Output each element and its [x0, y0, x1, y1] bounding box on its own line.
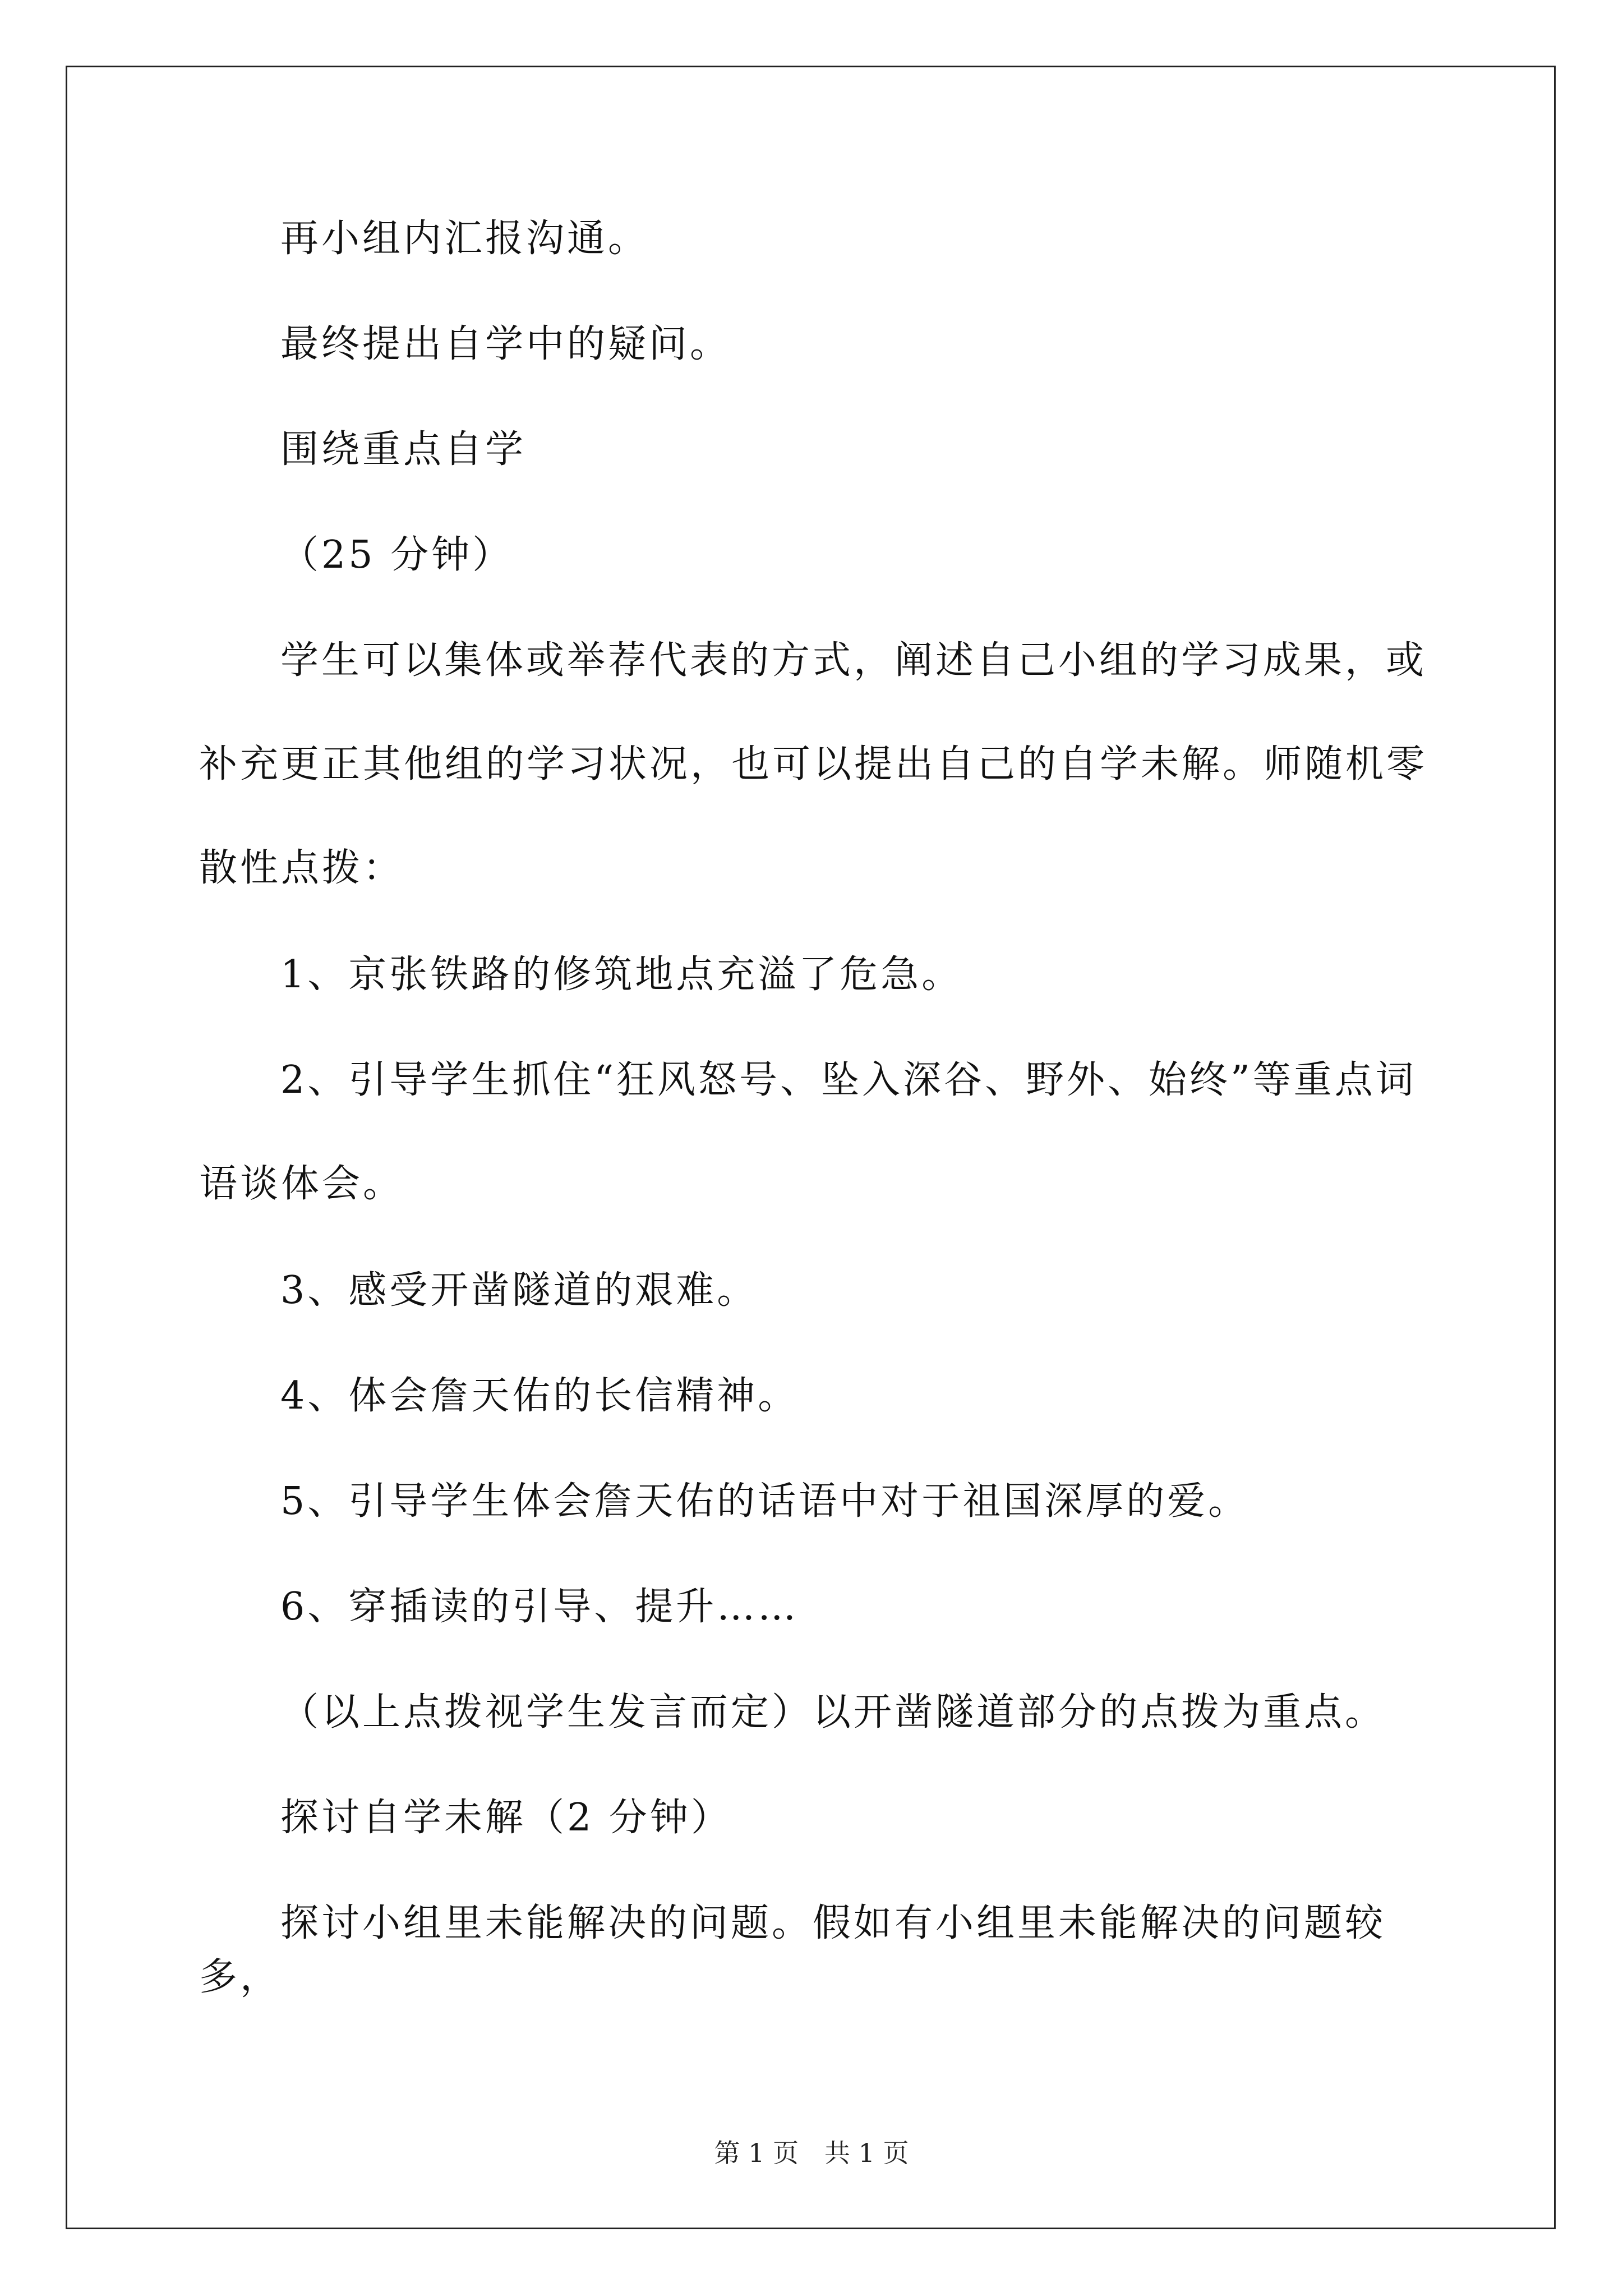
paragraph: （以上点拨视学生发言而定）以开凿隧道部分的点拨为重点。 — [280, 1690, 1386, 1734]
paragraph: 探讨自学未解（2 分钟） — [280, 1796, 732, 1840]
document-body — [199, 212, 1433, 2056]
paragraph: 学生可以集体或举荐代表的方式，阐述自己小组的学习成果，或补充更正其他组的学习状况，也可以提出自己的自学未解。师随机零散性点拨： — [199, 638, 1428, 890]
paragraph: 围绕重点自学 — [280, 427, 527, 472]
paragraph: 5、引导学生体会詹天佑的话语中对于祖国深厚的爱。 — [280, 1479, 1249, 1524]
page-number-footer: 第 1 页 共 1 页 — [714, 2138, 909, 2168]
paragraph: 1、京张铁路的修筑地点充溢了危急。 — [280, 953, 963, 997]
paragraph: 再小组内汇报沟通。 — [280, 217, 649, 261]
paragraph: 3、感受开凿隧道的艰难。 — [280, 1268, 758, 1313]
paragraph: （25 分钟） — [280, 533, 514, 577]
paragraph: 最终提出自学中的疑问。 — [280, 322, 731, 366]
paragraph: 4、体会詹天佑的长信精神。 — [280, 1374, 799, 1418]
paragraph: 6、穿插读的引导、提升…… — [280, 1585, 799, 1629]
paragraph: 2、引导学生抓住“狂风怒号、坠入深谷、野外、始终”等重点词语谈体会。 — [199, 1058, 1417, 1206]
paragraph: 探讨小组里未能解决的问题。假如有小组里未能解决的问题较多， — [199, 1901, 1386, 1999]
